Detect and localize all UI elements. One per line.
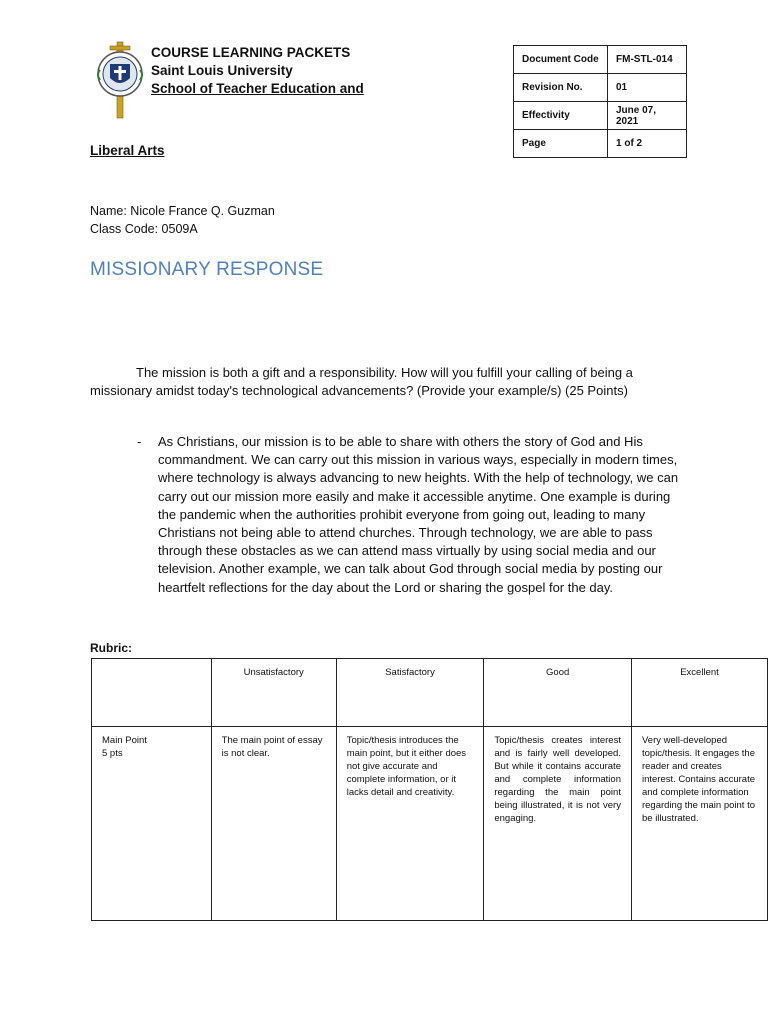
header-line-4: Liberal Arts (90, 143, 165, 158)
doc-info-row (514, 74, 687, 102)
page-title: MISSIONARY RESPONSE (90, 259, 324, 280)
rubric-row (92, 727, 768, 921)
rubric-header-cell: Unsatisfactory (211, 659, 336, 727)
university-seal-logo (92, 40, 148, 120)
rubric-header-cell: Satisfactory (336, 659, 484, 727)
doc-info-row (514, 102, 687, 130)
rubric-header-cell: Excellent (631, 659, 767, 727)
rubric-criterion-cell: Main Point 5 pts (92, 727, 212, 921)
answer-block (137, 433, 697, 597)
doc-info-value: June 07, 2021 (608, 102, 687, 130)
doc-info-label: Revision No. (514, 74, 608, 102)
bullet-dash: - (137, 434, 142, 449)
rubric-cell-satisfactory: Topic/thesis introduces the main point, but it either does not give accurate and complete information, or it lacks detail and creativity. (336, 727, 484, 921)
student-name: Name: Nicole France Q. Guzman (90, 204, 275, 218)
doc-info-label: Page (514, 130, 608, 158)
rubric-label: Rubric: (90, 641, 132, 655)
rubric-table (91, 658, 768, 921)
question-text: The mission is both a gift and a responsibility. How will you fulfill your calling of being a missionary amidst today's technological advancements? (Provide your example/s) (25 Points) (90, 365, 633, 399)
rubric-header-cell: Good (484, 659, 632, 727)
doc-info-label: Effectivity (514, 102, 608, 130)
rubric-cell-unsatisfactory: The main point of essay is not clear. (211, 727, 336, 921)
doc-info-row (514, 46, 687, 74)
doc-info-value: 1 of 2 (608, 130, 687, 158)
doc-info-value: FM-STL-014 (608, 46, 687, 74)
rubric-header-row (92, 659, 768, 727)
header-text (151, 44, 364, 98)
doc-info-row (514, 130, 687, 158)
class-code: Class Code: 0509A (90, 222, 198, 236)
header-line-3: School of Teacher Education and (151, 81, 364, 96)
header-line-1: COURSE LEARNING PACKETS (151, 45, 351, 60)
answer-text: As Christians, our mission is to be able to share with others the story of God and His commandment. We can carry out this mission in various ways, especially in modern times, where technology is always advancing to new heights. With the help of technology, we can carry out our mission more easily and make it accessible anytime. One example is during the pandemic when the authorities prohibit everyone from going out, leading to many Christians not being able to attend churches. Through technology, we are able to pass through these obstacles as we can attend mass virtually by using social media and our television. Another example, we can talk about God through social media by posting our heartfelt reflections for the day about the Lord or sharing the gospel for the day. (158, 434, 679, 595)
rubric-cell-good: Topic/thesis creates interest and is fairly well developed. But while it contains accurate and complete information regarding the main point being illustrated, it is not very engaging. (484, 727, 632, 921)
header-line-2: Saint Louis University (151, 63, 293, 78)
doc-info-value: 01 (608, 74, 687, 102)
student-info (90, 202, 275, 238)
document-info-table (513, 45, 687, 158)
rubric-cell-excellent: Very well-developed topic/thesis. It engages the reader and creates interest. Contains accurate and complete information regarding the main point to be illustrated. (631, 727, 767, 921)
rubric-header-cell (92, 659, 212, 727)
doc-info-label: Document Code (514, 46, 608, 74)
